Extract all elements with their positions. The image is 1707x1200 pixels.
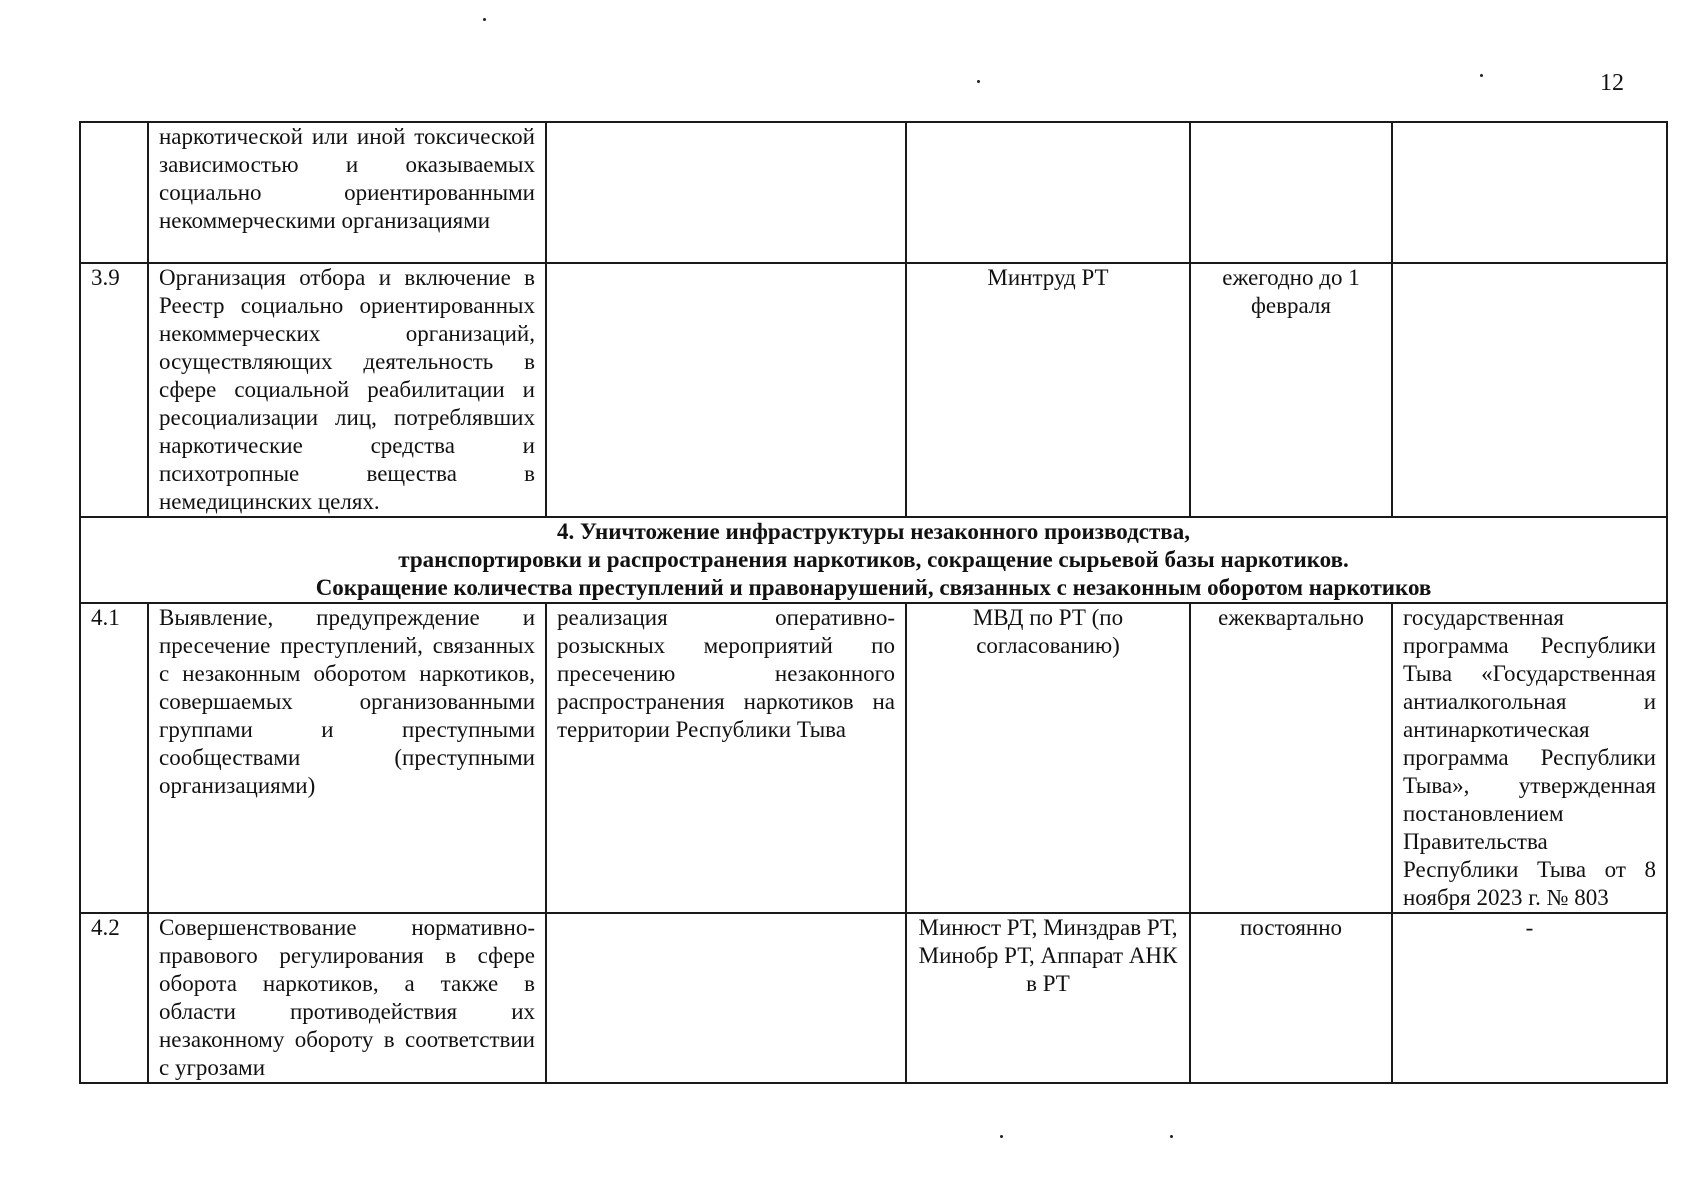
- scan-speck: [483, 18, 486, 21]
- action-cell: реализация оперативно-розыскных мероприятий по пресечению незаконного распространения наркотиков на территории Республики Тыва: [546, 603, 906, 913]
- section-heading-row: [80, 517, 1667, 603]
- section-heading-line: транспортировки и распространения наркотиков, сокращение сырьевой базы наркотиков.: [398, 547, 1349, 572]
- row-number: [80, 122, 148, 263]
- program-cell: [1392, 122, 1667, 263]
- program-cell: -: [1392, 913, 1667, 1083]
- action-cell: [546, 263, 906, 517]
- scan-speck: [1170, 1135, 1173, 1138]
- measure-cell: Совершенствование нормативно-правового регулирования в сфере оборота наркотиков, а также в области противодействия их незаконному обороту в соответствии с угрозами: [148, 913, 546, 1083]
- program-cell: государственная программа Республики Тыва «Государственная антиалкогольная и антинаркотическая программа Республики Тыва», утвержденная постановлением Правительства Республики Тыва от 8 ноября 2023 г. № 803: [1392, 603, 1667, 913]
- term-cell: [1190, 122, 1392, 263]
- program-cell: [1392, 263, 1667, 517]
- plan-table: [79, 121, 1668, 1084]
- table-row: [80, 913, 1667, 1083]
- table-row: [80, 122, 1667, 263]
- table-row: [80, 603, 1667, 913]
- page-number: 12: [1600, 70, 1624, 96]
- executor-cell: Минтруд РТ: [906, 263, 1190, 517]
- executor-cell: [906, 122, 1190, 263]
- term-cell: постоянно: [1190, 913, 1392, 1083]
- section-heading-line: 4. Уничтожение инфраструктуры незаконного производства,: [557, 519, 1190, 544]
- scan-speck: [1000, 1135, 1003, 1138]
- section-heading-line: Сокращение количества преступлений и правонарушений, связанных с незаконным оборотом наркотиков: [315, 575, 1432, 600]
- measure-cell: Выявление, предупреждение и пресечение преступлений, связанных с незаконным оборотом наркотиков, совершаемых организованными группами и преступными сообществами (преступными организациями): [148, 603, 546, 913]
- scan-speck: [977, 80, 980, 83]
- term-cell: ежеквартально: [1190, 603, 1392, 913]
- table-row: [80, 263, 1667, 517]
- measure-cell: Организация отбора и включение в Реестр социально ориентированных некоммерческих организаций, осуществляющих деятельность в сфере социальной реабилитации и ресоциализации лиц, потреблявших наркотические средства и психотропные вещества в немедицинских целях.: [148, 263, 546, 517]
- action-cell: [546, 122, 906, 263]
- action-cell: [546, 913, 906, 1083]
- row-number: 4.2: [80, 913, 148, 1083]
- row-number: 4.1: [80, 603, 148, 913]
- executor-cell: МВД по РТ (по согласованию): [906, 603, 1190, 913]
- row-number: 3.9: [80, 263, 148, 517]
- term-cell: ежегодно до 1 февраля: [1190, 263, 1392, 517]
- measure-cell: наркотической или иной токсической зависимостью и оказываемых социально ориентированными некоммерческими организациями: [148, 122, 546, 263]
- scan-speck: [1480, 74, 1483, 77]
- executor-cell: Минюст РТ, Минздрав РТ, Минобр РТ, Аппарат АНК в РТ: [906, 913, 1190, 1083]
- section-heading: [80, 517, 1667, 603]
